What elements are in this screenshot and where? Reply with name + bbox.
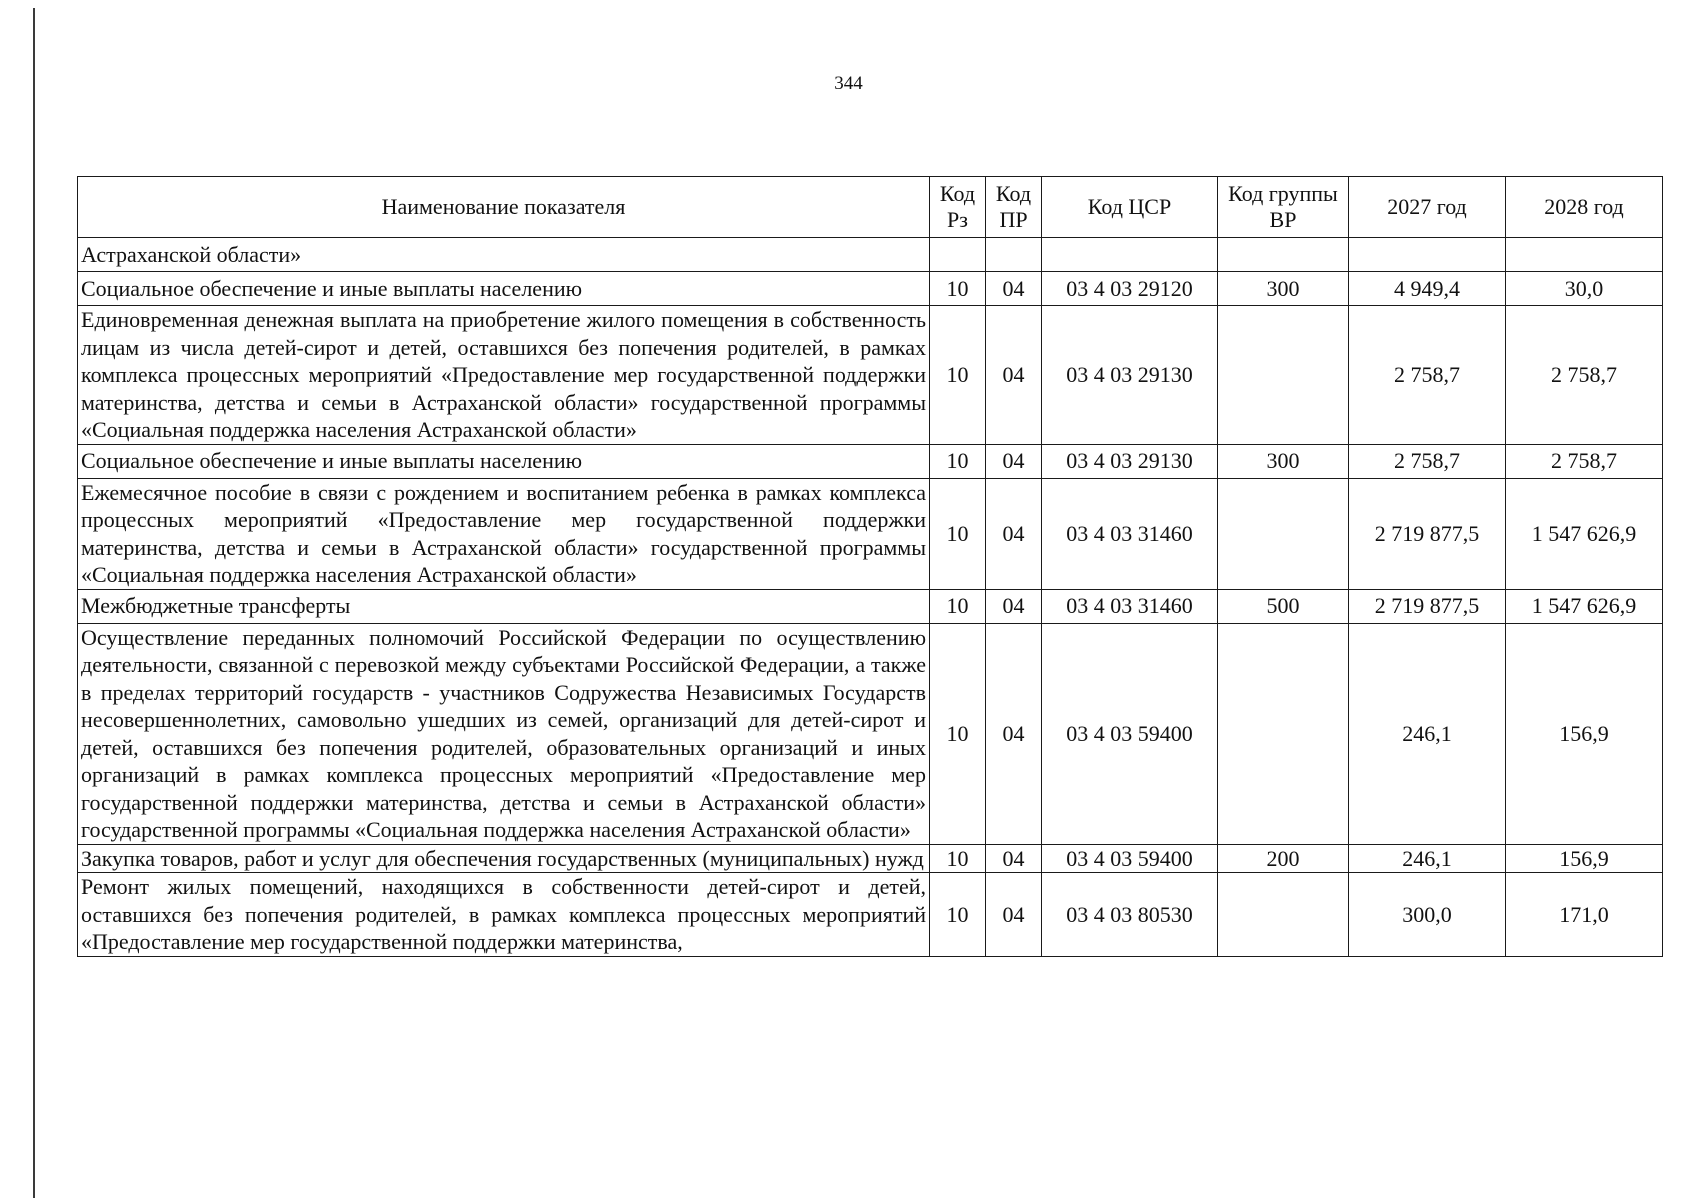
cell-2028: 1 547 626,9 [1506, 589, 1663, 623]
cell-rz: 10 [930, 589, 986, 623]
cell-rz: 10 [930, 444, 986, 478]
table-row [78, 306, 1663, 445]
table-row [78, 623, 1663, 844]
cell-csr: 03 4 03 29130 [1042, 306, 1218, 445]
cell-name: Ежемесячное пособие в связи с рождением и воспитанием ребенка в рамках комплекса процессных мероприятий «Предоставление мер государственной поддержки материнства, детства и семьи в Астраханской области» государственной программы «Социальная поддержка населения Астраханской области» [78, 478, 930, 589]
cell-csr [1042, 238, 1218, 272]
cell-rz: 10 [930, 306, 986, 445]
cell-2027: 2 719 877,5 [1349, 478, 1506, 589]
header-vr: Код группы ВР [1218, 177, 1349, 238]
cell-csr: 03 4 03 29120 [1042, 272, 1218, 306]
cell-rz: 10 [930, 272, 986, 306]
cell-pr: 04 [986, 844, 1042, 873]
cell-pr: 04 [986, 306, 1042, 445]
cell-vr: 300 [1218, 272, 1349, 306]
cell-2027: 246,1 [1349, 623, 1506, 844]
header-row [78, 177, 1663, 238]
cell-vr [1218, 478, 1349, 589]
cell-vr [1218, 238, 1349, 272]
cell-name: Астраханской области» [78, 238, 930, 272]
cell-2028: 156,9 [1506, 623, 1663, 844]
table-row [78, 589, 1663, 623]
cell-rz: 10 [930, 478, 986, 589]
cell-2028: 30,0 [1506, 272, 1663, 306]
cell-2028: 2 758,7 [1506, 306, 1663, 445]
cell-2027: 4 949,4 [1349, 272, 1506, 306]
cell-2028: 2 758,7 [1506, 444, 1663, 478]
cell-name: Социальное обеспечение и иные выплаты населению [78, 272, 930, 306]
cell-name: Межбюджетные трансферты [78, 589, 930, 623]
cell-csr: 03 4 03 59400 [1042, 844, 1218, 873]
header-csr: Код ЦСР [1042, 177, 1218, 238]
table-row [78, 844, 1663, 873]
cell-name: Единовременная денежная выплата на приобретение жилого помещения в собственность лицам из числа детей-сирот и детей, оставшихся без попечения родителей, в рамках комплекса процессных мероприятий «Предоставление мер государственной поддержки материнства, детства и семьи в Астраханской области» государственной программы «Социальная поддержка населения Астраханской области» [78, 306, 930, 445]
table-body [78, 238, 1663, 957]
cell-2027: 246,1 [1349, 844, 1506, 873]
cell-vr [1218, 306, 1349, 445]
table-row [78, 444, 1663, 478]
cell-csr: 03 4 03 80530 [1042, 873, 1218, 957]
cell-2028: 1 547 626,9 [1506, 478, 1663, 589]
cell-vr: 300 [1218, 444, 1349, 478]
cell-rz: 10 [930, 623, 986, 844]
table-row [78, 238, 1663, 272]
cell-2028: 156,9 [1506, 844, 1663, 873]
cell-vr [1218, 873, 1349, 957]
cell-csr: 03 4 03 31460 [1042, 589, 1218, 623]
cell-rz: 10 [930, 844, 986, 873]
cell-name: Социальное обеспечение и иные выплаты населению [78, 444, 930, 478]
cell-csr: 03 4 03 31460 [1042, 478, 1218, 589]
cell-2028 [1506, 238, 1663, 272]
cell-pr: 04 [986, 873, 1042, 957]
cell-2027: 2 758,7 [1349, 444, 1506, 478]
cell-csr: 03 4 03 59400 [1042, 623, 1218, 844]
cell-rz: 10 [930, 873, 986, 957]
cell-pr: 04 [986, 272, 1042, 306]
cell-2027 [1349, 238, 1506, 272]
header-2028: 2028 год [1506, 177, 1663, 238]
cell-2027: 2 719 877,5 [1349, 589, 1506, 623]
cell-pr: 04 [986, 444, 1042, 478]
table-row [78, 272, 1663, 306]
cell-vr: 200 [1218, 844, 1349, 873]
cell-2027: 300,0 [1349, 873, 1506, 957]
table-row [78, 873, 1663, 957]
cell-name: Закупка товаров, работ и услуг для обеспечения государственных (муниципальных) нужд [78, 844, 930, 873]
header-2027: 2027 год [1349, 177, 1506, 238]
cell-2028: 171,0 [1506, 873, 1663, 957]
page-number: 344 [834, 73, 863, 94]
cell-pr: 04 [986, 478, 1042, 589]
header-rz: Код Рз [930, 177, 986, 238]
cell-vr: 500 [1218, 589, 1349, 623]
cell-2027: 2 758,7 [1349, 306, 1506, 445]
budget-table [77, 176, 1663, 957]
cell-name: Осуществление переданных полномочий Российской Федерации по осуществлению деятельности, связанной с перевозкой между субъектами Российской Федерации, а также в пределах территорий государств - участников Содружества Независимых Государств несовершеннолетних, самовольно ушедших из семей, организаций для детей-сирот и детей, оставшихся без попечения родителей, образовательных организаций и иных организаций в рамках комплекса процессных мероприятий «Предоставление мер государственной поддержки материнства, детства и семьи в Астраханской области» государственной программы «Социальная поддержка населения Астраханской области» [78, 623, 930, 844]
table-row [78, 478, 1663, 589]
cell-pr: 04 [986, 623, 1042, 844]
cell-csr: 03 4 03 29130 [1042, 444, 1218, 478]
cell-name: Ремонт жилых помещений, находящихся в собственности детей-сирот и детей, оставшихся без попечения родителей, в рамках комплекса процессных мероприятий «Предоставление мер государственной поддержки материнства, [78, 873, 930, 957]
cell-vr [1218, 623, 1349, 844]
header-pr: Код ПР [986, 177, 1042, 238]
table-header [78, 177, 1663, 238]
scan-edge-line [33, 8, 35, 1198]
header-name: Наименование показателя [78, 177, 930, 238]
cell-pr [986, 238, 1042, 272]
cell-pr: 04 [986, 589, 1042, 623]
cell-rz [930, 238, 986, 272]
